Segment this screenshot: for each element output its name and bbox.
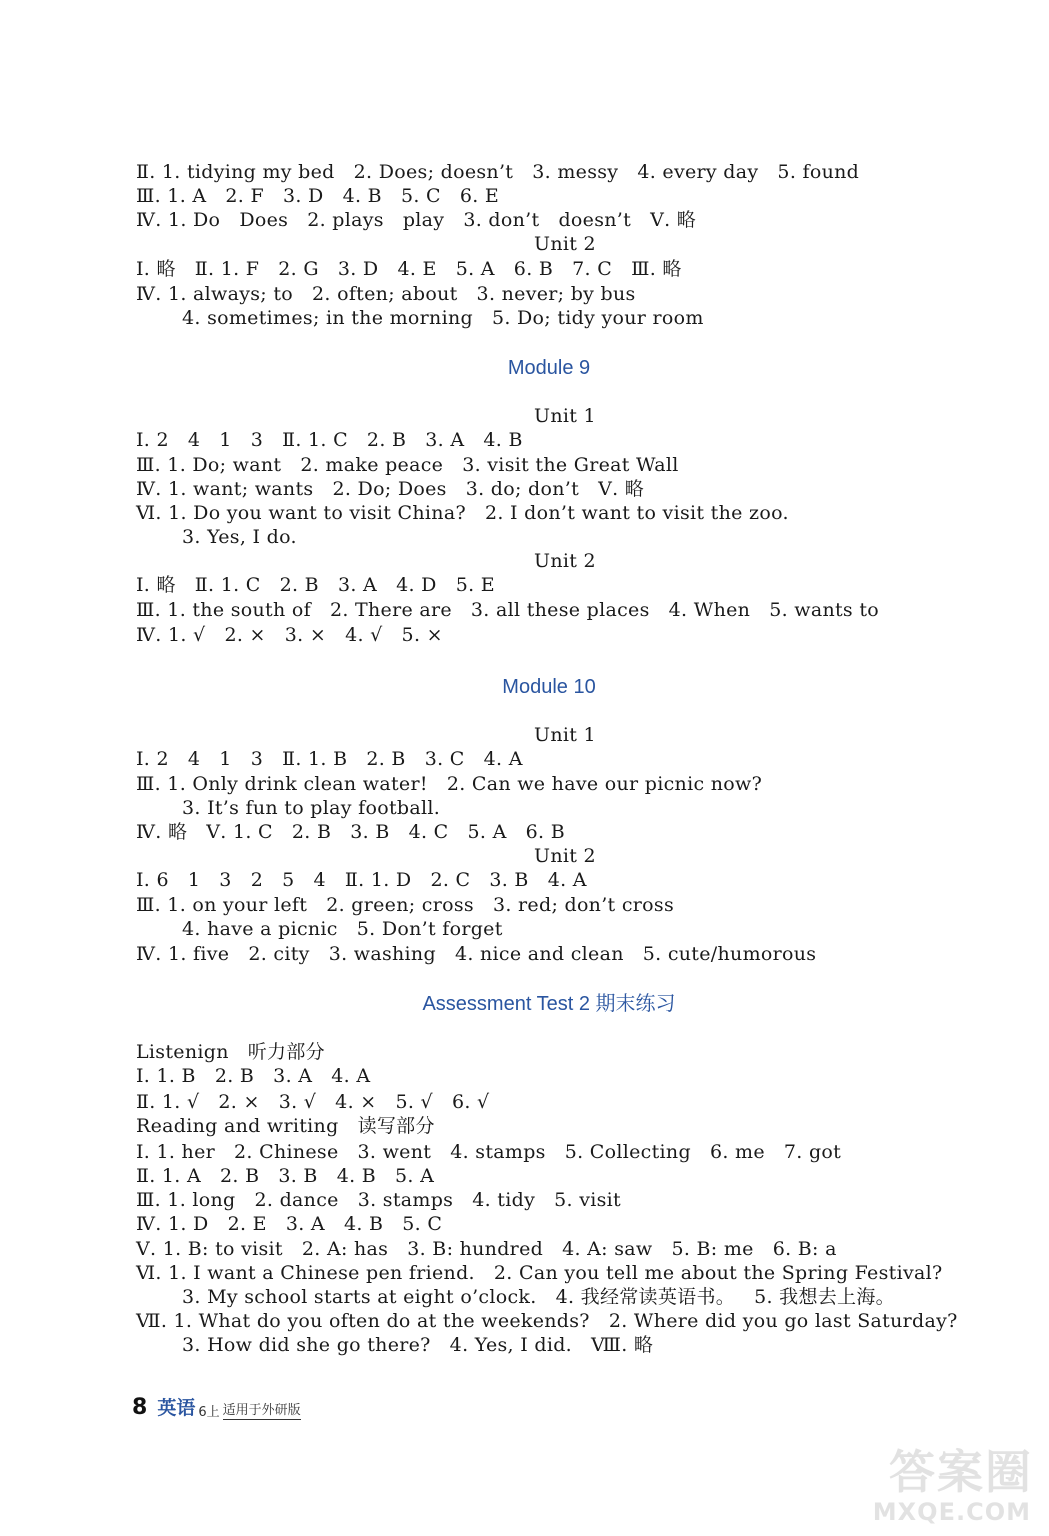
rw-line-7: 3. My school starts at eight o’clock. 4. 我经常读英语书。 5. 我想去上海。 [182,1286,895,1308]
rw-line-8: Ⅶ. 1. What do you often do at the weekends? 2. Where did you go last Saturday? [136,1310,958,1332]
m9-u1-line-3: Ⅳ. 1. want; wants 2. Do; Does 3. do; don’t Ⅴ. 略 [136,478,645,500]
m9-u2-line-3: Ⅳ. 1. √ 2. × 3. × 4. √ 5. × [136,624,443,646]
reading-heading: Reading and writing 读写部分 [136,1115,435,1137]
m8-unit2-title: Unit 2 [534,233,596,255]
m9-u2-line-1: Ⅰ. 略 Ⅱ. 1. C 2. B 3. A 4. D 5. E [136,574,495,596]
m10-u2-line-4: Ⅳ. 1. five 2. city 3. washing 4. nice and clean 5. cute/humorous [136,943,817,965]
m10-u1-line-4: Ⅳ. 略 Ⅴ. 1. C 2. B 3. B 4. C 5. A 6. B [136,821,565,843]
m8-u2-line-1: Ⅰ. 略 Ⅱ. 1. F 2. G 3. D 4. E 5. A 6. B 7. C Ⅲ. 略 [136,258,682,280]
subject-label: 英语 [157,1397,196,1419]
m10-u1-line-3: 3. It’s fun to play football. [182,797,441,819]
m8-u1-line-3: Ⅲ. 1. A 2. F 3. D 4. B 5. C 6. E [136,185,500,207]
m9-u1-line-1: Ⅰ. 2 4 1 3 Ⅱ. 1. C 2. B 3. A 4. B [136,429,523,451]
m8-u1-line-2: Ⅱ. 1. tidying my bed 2. Does; doesn’t 3. messy 4. every day 5. found [136,161,860,183]
watermark-logo-text: 答案圈 [889,1445,1033,1499]
watermark-domain: MXQE.COM [872,1498,1031,1526]
m10-u1-line-2: Ⅲ. 1. Only drink clean water! 2. Can we have our picnic now? [136,773,763,795]
m10-u2-line-2: Ⅲ. 1. on your left 2. green; cross 3. red; don’t cross [136,894,674,916]
m8-u2-line-2: Ⅳ. 1. always; to 2. often; about 3. never; by bus [136,283,636,305]
grade-label: 6上 [198,1405,220,1420]
rw-line-6: Ⅵ. 1. I want a Chinese pen friend. 2. Can you tell me about the Spring Festival? [136,1262,943,1284]
m10-u1-line-1: Ⅰ. 2 4 1 3 Ⅱ. 1. B 2. B 3. C 4. A [136,748,523,770]
m10-unit2-title: Unit 2 [534,845,596,867]
rw-line-3: Ⅲ. 1. long 2. dance 3. stamps 4. tidy 5. visit [136,1189,621,1211]
m9-u1-line-2: Ⅲ. 1. Do; want 2. make peace 3. visit the Great Wall [136,454,679,476]
m10-u2-line-3: 4. have a picnic 5. Don’t forget [182,918,503,940]
module-10-title: Module 10 [502,676,596,698]
rw-line-2: Ⅱ. 1. A 2. B 3. B 4. B 5. A [136,1165,435,1187]
rw-line-5: Ⅴ. 1. B: to visit 2. A: has 3. B: hundred 4. A: saw 5. B: me 6. B: a [136,1238,837,1260]
m10-u2-line-1: Ⅰ. 6 1 3 2 5 4 Ⅱ. 1. D 2. C 3. B 4. A [136,869,587,891]
m8-u1-line-4: Ⅳ. 1. Do Does 2. plays play 3. don’t doesn’t Ⅴ. 略 [136,209,697,231]
m10-unit1-title: Unit 1 [534,724,596,746]
page-footer [132,1394,301,1420]
m9-unit2-title: Unit 2 [534,550,596,572]
page-number: 8 [132,1395,148,1420]
module-9-title: Module 9 [507,357,591,379]
rw-line-1: Ⅰ. 1. her 2. Chinese 3. went 4. stamps 5. Collecting 6. me 7. got [136,1141,842,1163]
m9-u1-line-5: 3. Yes, I do. [182,526,297,548]
m9-u1-line-4: Ⅵ. 1. Do you want to visit China? 2. I don’t want to visit the zoo. [136,502,789,524]
rw-line-4: Ⅳ. 1. D 2. E 3. A 4. B 5. C [136,1213,443,1235]
m9-u2-line-2: Ⅲ. 1. the south of 2. There are 3. all these places 4. When 5. wants to [136,599,879,621]
edition-label: 适用于外研版 [223,1399,301,1420]
listening-heading: Listenign 听力部分 [136,1041,325,1063]
site-watermark [871,1436,1041,1526]
m8-u2-line-3: 4. sometimes; in the morning 5. Do; tidy your room [182,307,704,329]
m9-unit1-title: Unit 1 [534,405,596,427]
listening-line-2: Ⅱ. 1. √ 2. × 3. √ 4. × 5. √ 6. √ [136,1091,490,1113]
listening-line-1: Ⅰ. 1. B 2. B 3. A 4. A [136,1065,371,1087]
rw-line-9: 3. How did she go there? 4. Yes, I did. Ⅷ. 略 [182,1334,654,1356]
assessment-title: Assessment Test 2 期末练习 [422,993,676,1015]
